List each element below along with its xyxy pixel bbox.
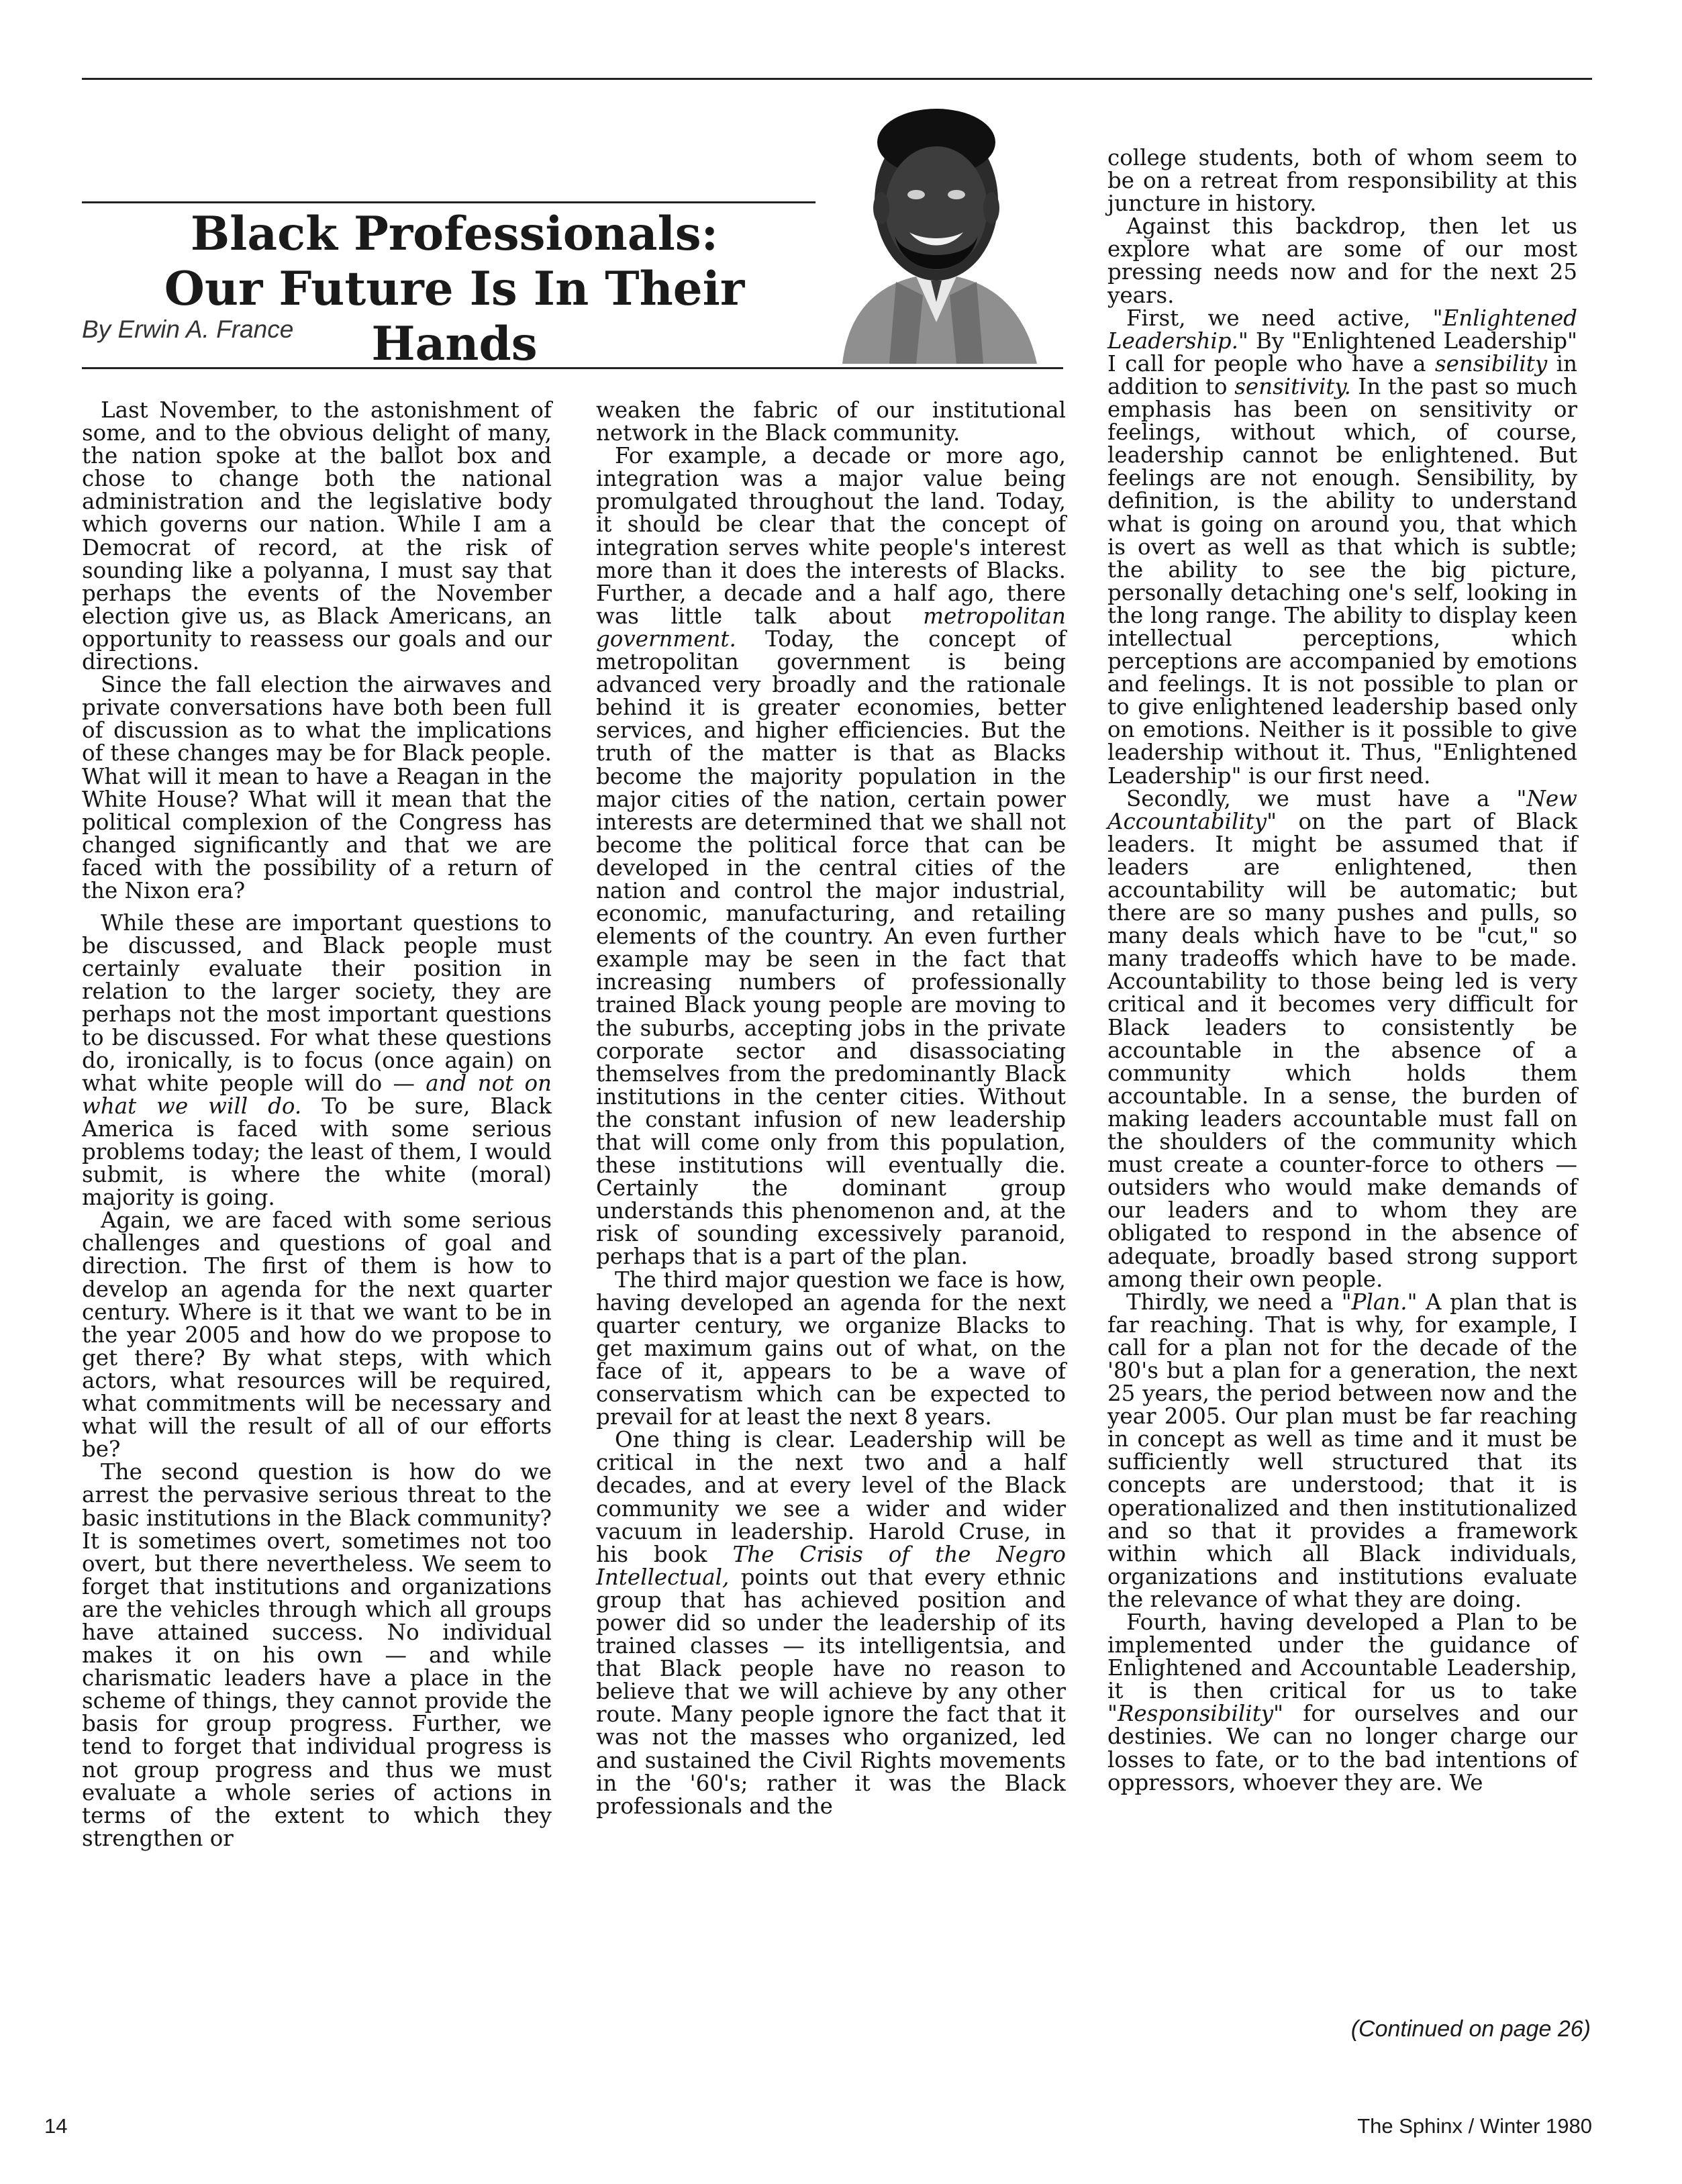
paragraph: Against this backdrop, then let us explore what are some of our most pressing needs now and for the next 25 years. — [1107, 213, 1577, 308]
paragraph: Since the fall election the airwaves and private conversations have both been full of discussion as to what the implications of these changes may be for Black people. What will it mean to have a Reagan in the White House? What will it mean that the political complexion of the Congress has changed significantly and that we are faced with the possibility of a return of the Nixon era? — [82, 672, 552, 903]
author-portrait — [815, 101, 1057, 364]
paragraph: The third major question we face is how, having developed an agenda for the next quarter century, we organize Blacks to get maximum gains out of what, on the face of it, appears to be a wave of conservatism which can be expected to prevail for at least the next 8 years. — [596, 1267, 1066, 1430]
title-line-2: Our Future Is In Their Hands — [164, 262, 745, 371]
paragraph: weaken the fabric of our institutional network in the Black community. — [596, 397, 1066, 446]
top-rule — [82, 78, 1592, 80]
paragraph: college students, both of whom seem to be on a retreat from responsibility at this juncture in history. — [1107, 145, 1577, 217]
paragraph: Thirdly, we need a "Plan." A plan that is far reaching. That is why, for example, I call for a plan not for the decade of the '80's but a plan for a generation, the next 25 years, the period between now and the year 2005. Our plan must be far reaching in concept as well as time and it must be sufficiently well structured that its concepts are understood; that it is operationalized and then institutionalized and so that it provides a framework within which all Black individuals, organizations and institutions evaluate the relevance of what they are doing. — [1107, 1289, 1577, 1612]
byline: By Erwin A. France — [82, 315, 294, 343]
paragraph: The second question is how do we arrest the pervasive serious threat to the basic institutions in the Black community? It is sometimes overt, sometimes not too overt, but there nevertheless. We seem to forget that institutions and organizations are the vehicles through which all groups have attained success. No individual makes it on his own — and while charismatic leaders have a place in the scheme of things, they cannot provide the basis for group progress. Further, we tend to forget that individual progress is not group progress and thus we must evaluate a whole series of actions in terms of the extent to which they strengthen or — [82, 1459, 552, 1851]
paragraph: For example, a decade or more ago, integration was a major value being promulgated throughout the land. Today, it should be clear that the concept of integration serves white people's interest more than it does the interests of Blacks. Further, a decade and a half ago, there was little talk about metropolitan government. Today, the concept of metropolitan government is being advanced very broadly and the rationale behind it is greater economies, better services, and higher efficiencies. But the truth of the matter is that as Blacks become the majority population in the major cities of the nation, certain power interests are determined that we shall not become the political force that can be developed in the central cities of the nation and control the major industrial, economic, manufacturing, and retailing elements of the country. An even further example may be seen in the fact that increasing numbers of professionally trained Black young people are moving to the suburbs, accepting jobs in the private corporate sector and disassociating themselves from the predominantly Black institutions in the center cities. Without the constant infusion of new leadership that will come only from this population, these institutions will eventually die. Certainly the dominant group understands this phenomenon and, at the risk of sounding excessively paranoid, perhaps that is a part of the plan. — [596, 443, 1066, 1270]
paragraph: Secondly, we must have a "New Accountability" on the part of Black leaders. It might be assumed that if leaders are enlightened, then accountability will be automatic; but there are so many pushes and pulls, so many deals which have to be "cut," so many tradeoffs which have to be made. Accountability to those being led is very critical and it becomes very difficult for Black leaders to consistently be accountable in the absence of a community which holds them accountable. In a sense, the burden of making leaders accountable must fall on the shoulders of the community which must create a counter-force to others — outsiders who would make demands of our leaders and to whom they are obligated to respond in the absence of adequate, broadly based strong support among their own people. — [1107, 785, 1577, 1292]
continued-note: (Continued on page 26) — [1350, 2016, 1591, 2042]
paragraph: Fourth, having developed a Plan to be implemented under the guidance of Enlightened and Accountable Leadership, it is then critical for us to take "Responsibility" for ourselves and our destinies. We can no longer charge our losses to fate, or to the bad intentions of oppressors, whoever they are. We — [1107, 1609, 1577, 1795]
title-top-rule — [82, 201, 834, 203]
paragraph: Again, we are faced with some serious challenges and questions of goal and direction. The first of them is how to develop an agenda for the next quarter century. Where is it that we want to be in the year 2005 and how do we propose to get there? By what steps, with which actors, what resources will be required, what commitments will be necessary and what will the result of all of our efforts be? — [82, 1207, 552, 1462]
paragraph: First, we need active, "Enlightened Leadership." By "Enlightened Leadership" I call for people who have a sensibility in addition to sensitivity. In the past so much emphasis has been on sensitivity or feelings, without which, of course, leadership cannot be enlightened. But feelings are not enough. Sensibility, by definition, is the ability to understand what is going on around you, that which is overt as well as that which is subtle; the ability to see the big picture, personally detaching one's self, looking in the long range. The ability to display keen intellectual perceptions, which perceptions are accompanied by emotions and feelings. It is not possible to plan or to give enlightened leadership based only on emotions. Neither is it possible to give leadership without it. Thus, "Enlightened Leadership" is our first need. — [1107, 305, 1577, 789]
paragraph: One thing is clear. Leadership will be critical in the next two and a half decades, and at every level of the Black community we see a wider and wider vacuum in leadership. Harold Cruse, in his book The Crisis of the Negro Intellectual, points out that every ethnic group that has achieved position and power did so under the leadership of its trained classes — its intelligentsia, and that Black people have no reason to believe that we will achieve by any other route. Many people ignore the fact that it was not the masses who organized, led and sustained the Civil Rights movements in the '60's; rather it was the Black professionals and the — [596, 1427, 1066, 1819]
paragraph: While these are important questions to be discussed, and Black people must certainly evaluate their position in relation to the larger society, they are perhaps not the most important questions to be discussed. For what these questions do, ironically, is to focus (once again) on what white people will do — and not on what we will do. To be sure, Black America is faced with some serious problems today; the least of them, I would submit, is where the white (moral) majority is going. — [82, 910, 552, 1211]
paragraph: Last November, to the astonishment of some, and to the obvious delight of many, the nation spoke at the ballot box and chose to change both the national administration and the legislative body which governs our nation. While I am a Democrat of record, at the risk of sounding like a polyanna, I must say that perhaps the events of the November election give us, as Black Americans, an opportunity to reassess our goals and our directions. — [82, 397, 552, 675]
article-column-2 — [596, 399, 1066, 1818]
publication-footer: The Sphinx / Winter 1980 — [1357, 2114, 1592, 2138]
page-number: 14 — [44, 2114, 68, 2138]
title-line-1: Black Professionals: — [190, 207, 719, 261]
article-column-3 — [1107, 146, 1577, 1794]
article-column-1 — [82, 399, 552, 1850]
article-title — [82, 207, 827, 372]
